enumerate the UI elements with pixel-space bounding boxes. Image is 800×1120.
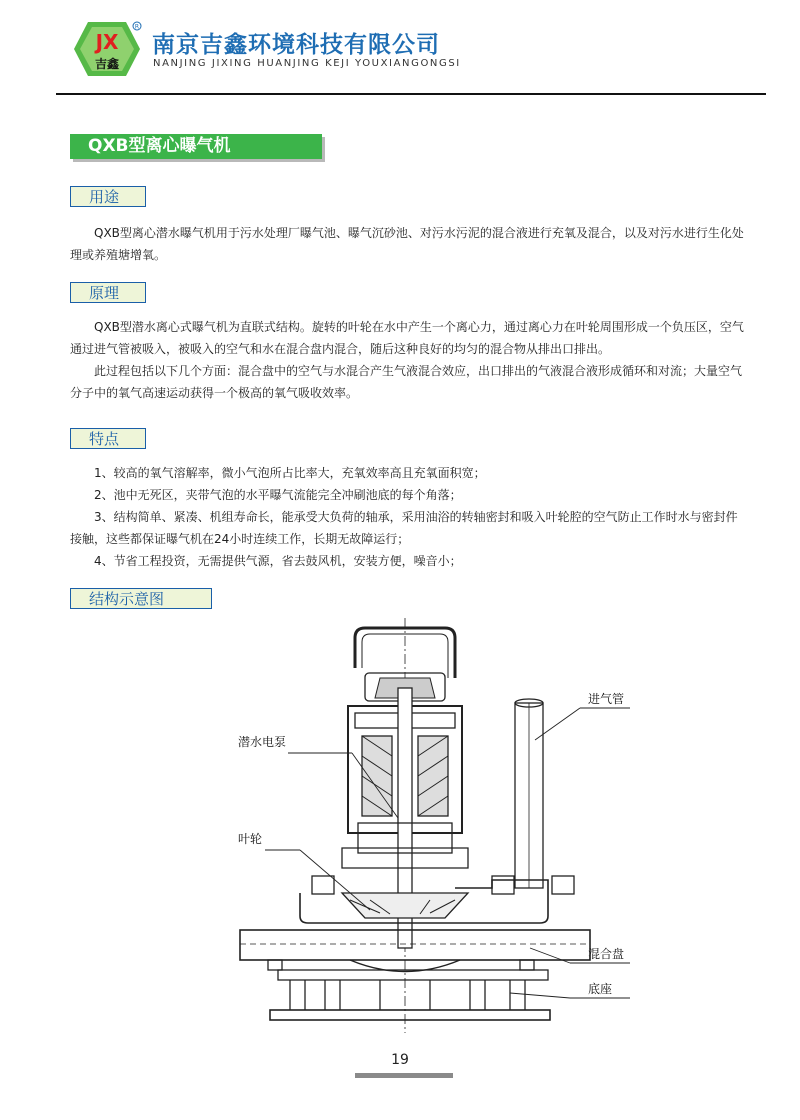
header-divider <box>56 93 766 95</box>
label-submersible-pump: 潜水电泵 <box>238 735 287 749</box>
label-impeller: 叶轮 <box>238 832 263 846</box>
company-name-en: NANJING JIXING HUANJING KEJI YOUXIANGONGSI <box>153 58 461 69</box>
company-name-cn: 南京吉鑫环境科技有限公司 <box>152 32 440 58</box>
section-heading-usage: 用途 <box>70 186 146 207</box>
label-base: 底座 <box>588 982 613 996</box>
svg-text:R: R <box>134 23 140 31</box>
principle-paragraph-2: 此过程包括以下几个方面：混合盘中的空气与水混合产生气液混合效应，出口排出的气液混合液形成循环和对流；大量空气分子中的氧气高速运动获得一个极高的氧气吸收效率。 <box>70 364 743 400</box>
label-mixing-disk: 混合盘 <box>588 947 625 961</box>
feature-item: 4、节省工程投资，无需提供气源，省去鼓风机，安装方便，噪音小； <box>94 554 462 568</box>
section-heading-features: 特点 <box>70 428 146 449</box>
section-heading-diagram: 结构示意图 <box>70 588 212 609</box>
company-logo <box>72 20 142 78</box>
product-title: QXB型离心曝气机 <box>70 134 322 159</box>
feature-item: 2、池中无死区，夹带气泡的水平曝气流能完全冲刷池底的每个角落； <box>94 488 462 502</box>
aerator-structure-diagram <box>230 618 650 1038</box>
principle-text <box>70 316 745 404</box>
label-intake-pipe: 进气管 <box>588 692 625 706</box>
principle-paragraph-1: QXB型潜水离心式曝气机为直联式结构。旋转的叶轮在水中产生一个离心力，通过离心力在叶轮周围形成一个负压区，空气通过进气管被吸入，被吸入的空气和水在混合盘内混合，随后这种良好的均匀的混合物从排出口排出。 <box>70 320 744 356</box>
section-heading-principle: 原理 <box>70 282 146 303</box>
page-number: 19 <box>391 1052 409 1068</box>
usage-paragraph: QXB型离心潜水曝气机用于污水处理厂曝气池、曝气沉砂池、对污水污泥的混合液进行充氧及混合，以及对污水进行生化处理或养殖塘增氧。 <box>70 226 744 262</box>
usage-text <box>70 222 745 266</box>
feature-item: 3、结构简单、紧凑、机组寿命长，能承受大负荷的轴承，采用油浴的转轴密封和吸入叶轮腔的空气防止工作时水与密封件接触，这些都保证曝气机在24小时连续工作，长期无故障运行； <box>70 510 738 546</box>
logo-subtext: 吉鑫 <box>94 57 120 71</box>
features-list <box>70 462 745 572</box>
footer-bar <box>355 1073 453 1078</box>
feature-item: 1、较高的氧气溶解率，微小气泡所占比率大，充氧效率高且充氧面积宽； <box>94 466 486 480</box>
logo-text: JX <box>95 30 119 54</box>
